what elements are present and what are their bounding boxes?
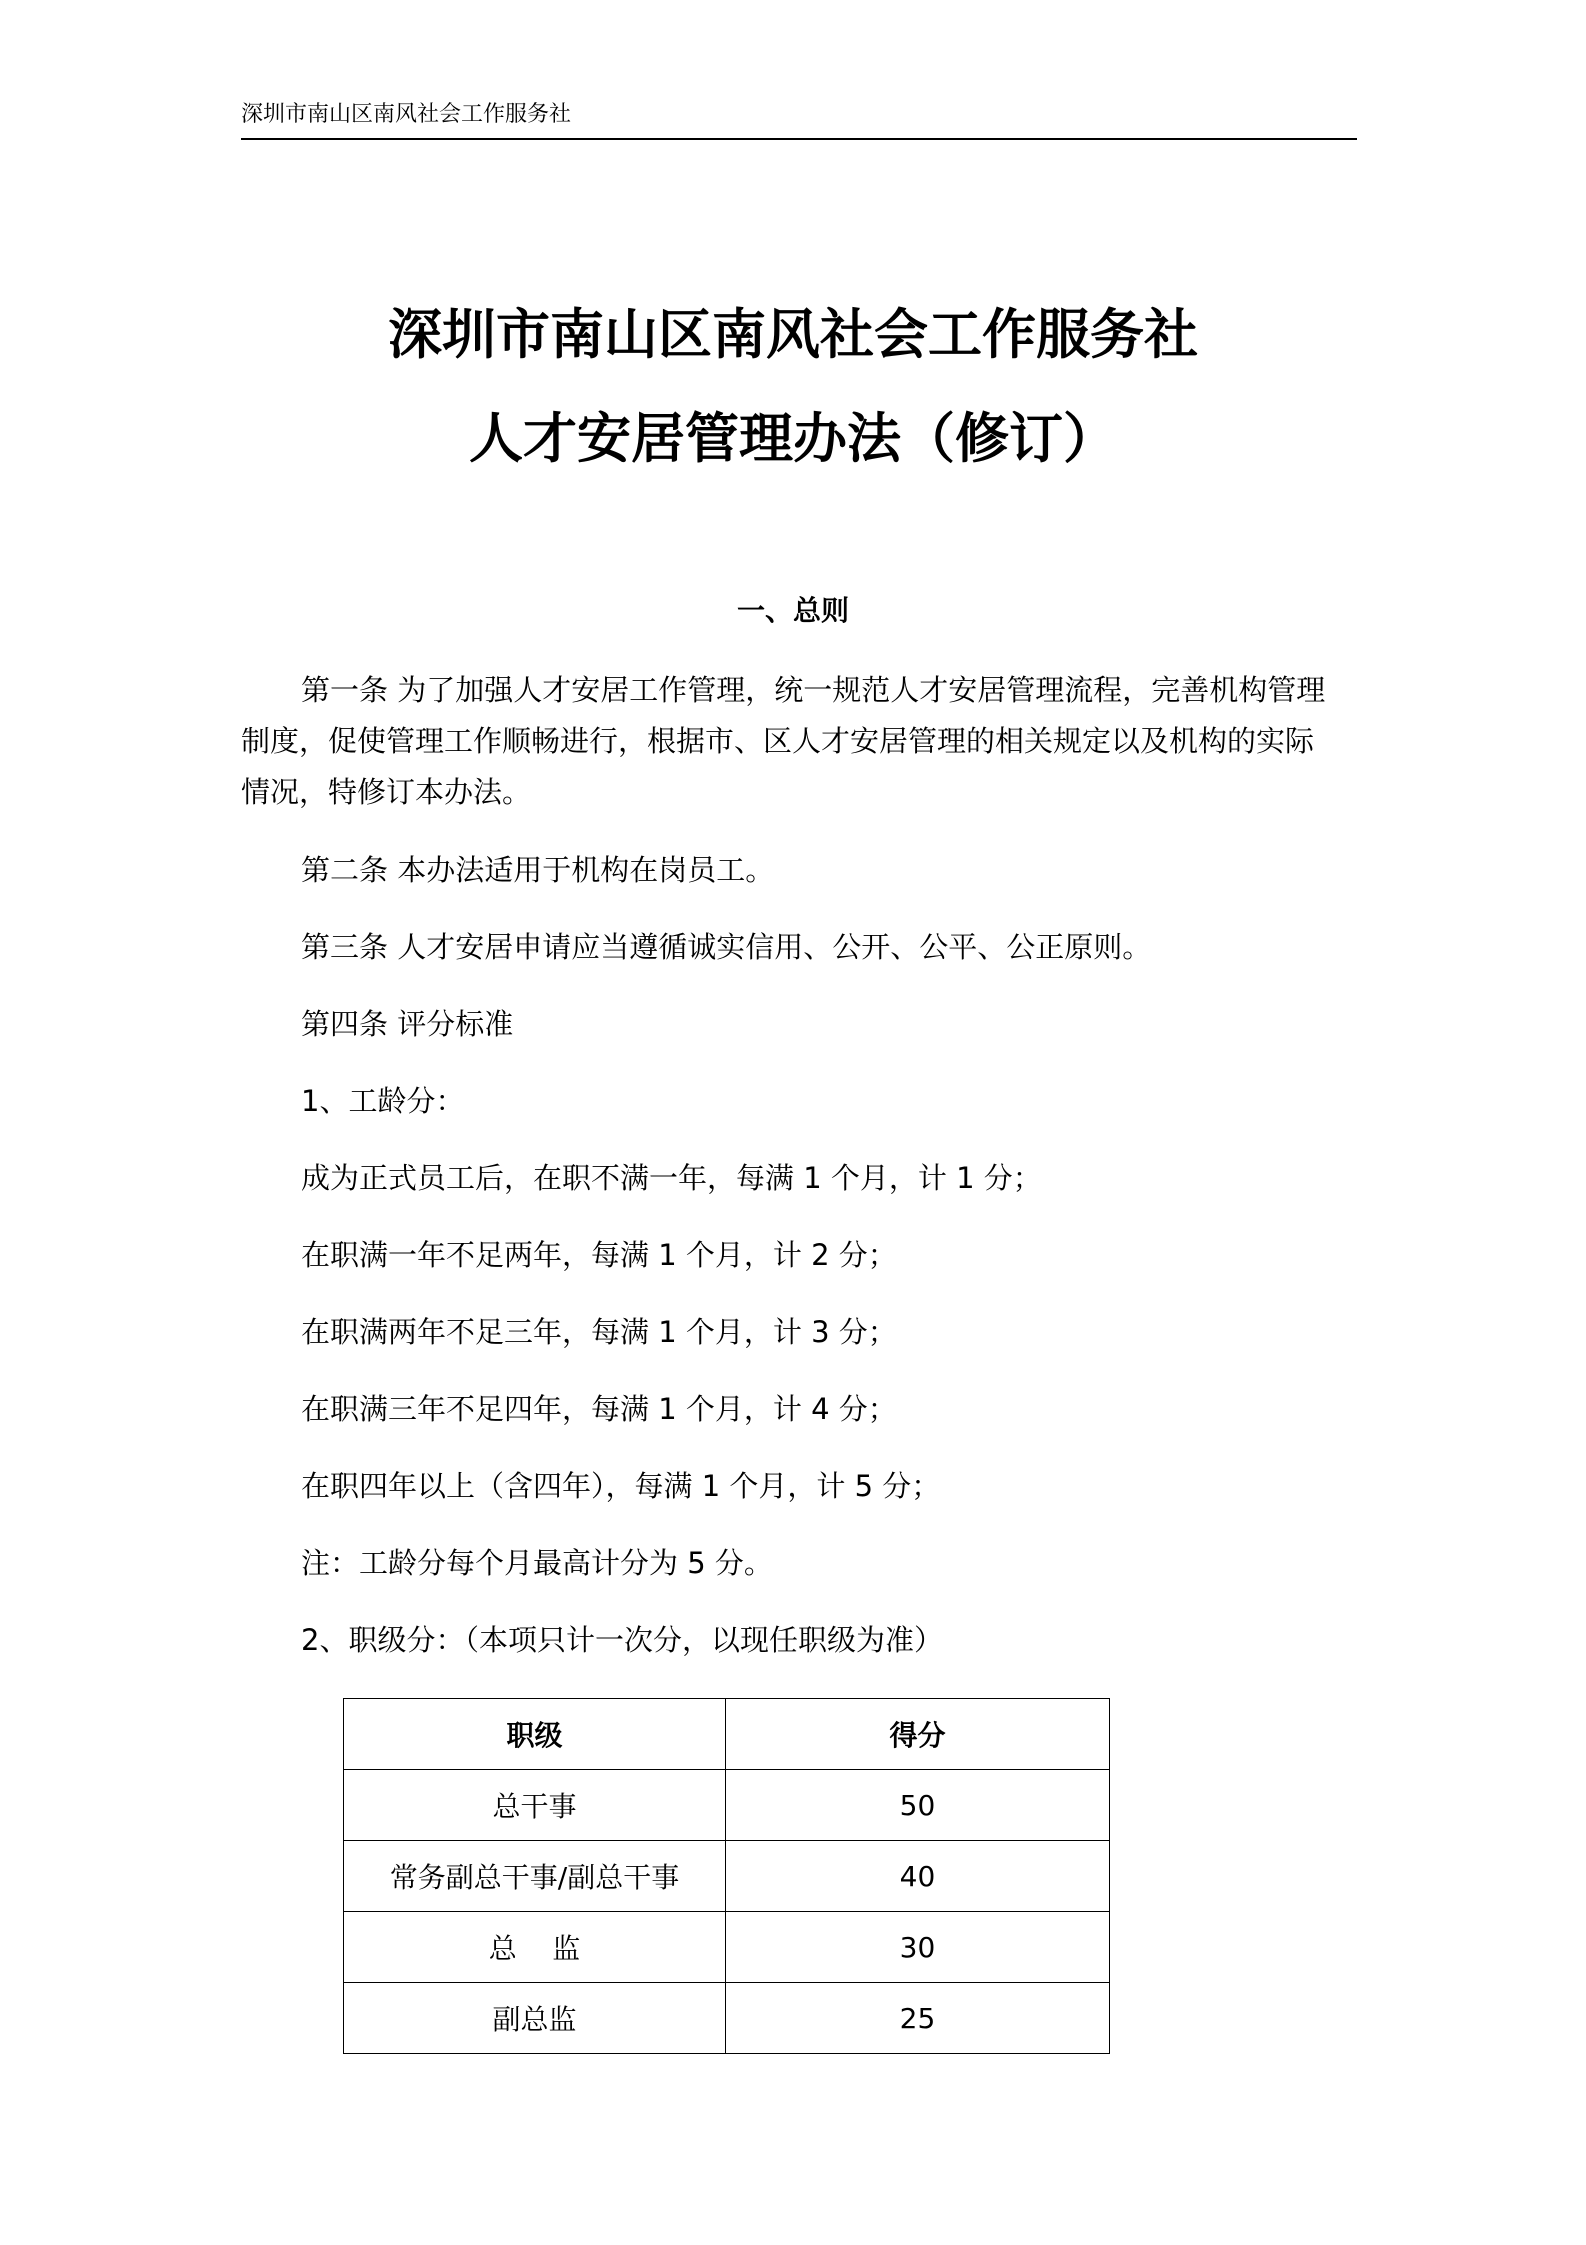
rank-score-table [343,1698,1110,2054]
page-header [241,96,1357,140]
seniority-rule-4: 在职满三年不足四年，每满 1 个月，计 4 分； [301,1392,897,1426]
rank-cell: 总 监 [344,1912,726,1983]
article-4: 第四条 评分标准 [301,1007,514,1041]
column-header-rank: 职级 [344,1699,726,1770]
section-heading-general: 一、总则 [736,594,849,627]
article-1-line-3: 情况，特修订本办法。 [241,775,532,809]
table-row [344,1983,1110,2054]
article-3: 第三条 人才安居申请应当遵循诚实信用、公开、公平、公正原则。 [301,930,1152,964]
article-1-line-1: 第一条 为了加强人才安居工作管理，统一规范人才安居管理流程，完善机构管理 [301,673,1326,707]
header-org-name: 深圳市南山区南风社会工作服务社 [241,102,572,127]
table-row [344,1912,1110,1983]
document-title-line-1: 深圳市南山区南风社会工作服务社 [388,302,1198,366]
rank-cell: 常务副总干事/副总干事 [344,1841,726,1912]
score-cell: 30 [726,1912,1110,1983]
rank-cell: 副总监 [344,1983,726,2054]
rank-cell: 总干事 [344,1770,726,1841]
table-row [344,1841,1110,1912]
score-cell: 25 [726,1983,1110,2054]
article-1-line-2: 制度，促使管理工作顺畅进行，根据市、区人才安居管理的相关规定以及机构的实际 [241,724,1315,758]
seniority-rule-1: 成为正式员工后，在职不满一年，每满 1 个月，计 1 分； [301,1161,1042,1195]
seniority-note: 注：工龄分每个月最高计分为 5 分。 [301,1546,773,1580]
score-cell: 50 [726,1770,1110,1841]
seniority-rule-3: 在职满两年不足三年，每满 1 个月，计 3 分； [301,1315,897,1349]
document-title-line-2: 人才安居管理办法（修订） [469,406,1117,470]
table-header-row [344,1699,1110,1770]
column-header-score: 得分 [726,1699,1110,1770]
score-cell: 40 [726,1841,1110,1912]
seniority-rule-2: 在职满一年不足两年，每满 1 个月，计 2 分； [301,1238,897,1272]
seniority-heading: 1、工龄分： [301,1084,465,1118]
rank-heading: 2、职级分：（本项只计一次分，以现任职级为准） [301,1623,943,1657]
table-row [344,1770,1110,1841]
article-2: 第二条 本办法适用于机构在岗员工。 [301,853,775,887]
seniority-rule-5: 在职四年以上（含四年），每满 1 个月，计 5 分； [301,1469,941,1503]
